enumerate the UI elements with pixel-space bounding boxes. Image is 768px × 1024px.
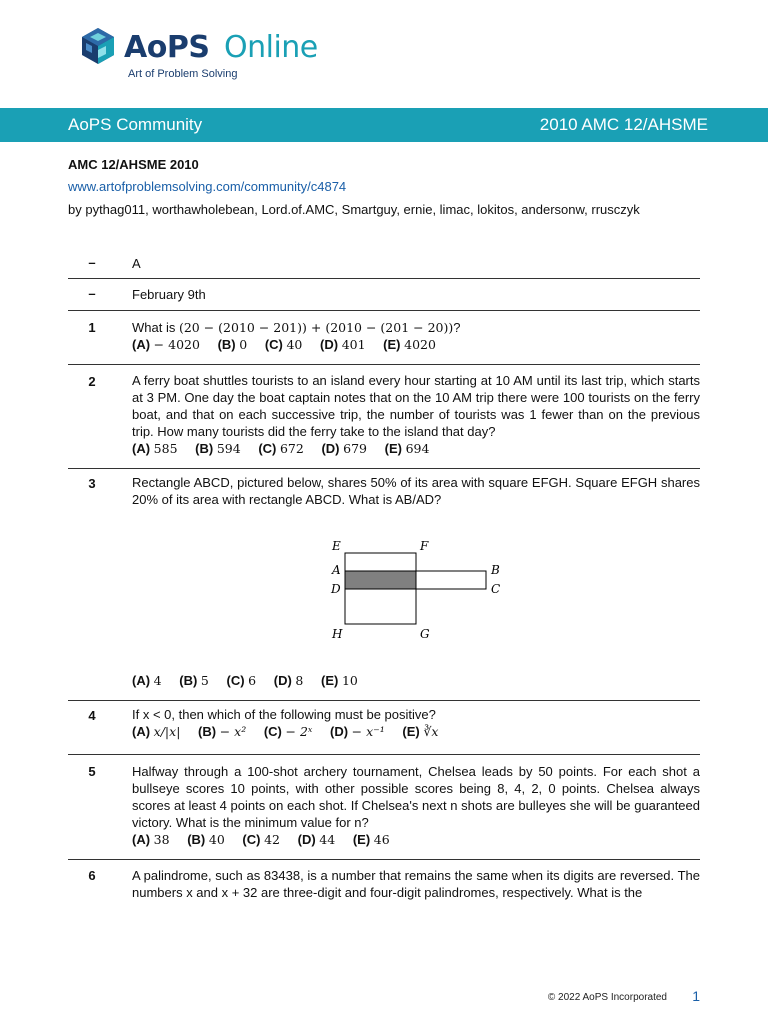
problem-text: A palindrome, such as 83438, is a number that remains the same when its digits are reversed. The numbers x and x + 32 are three-digit and four-digit palindromes, respectively. What is the [132, 868, 700, 900]
math-expression: (20 − (2010 − 201)) + (2010 − (201 − 20)) [178, 320, 454, 335]
choice-label: (D) [297, 832, 316, 847]
choice-label: (D) [273, 673, 292, 688]
choice-d [298, 831, 336, 848]
choice-value: 5 [200, 673, 209, 688]
choice-c [242, 831, 280, 848]
answer-choices [132, 672, 700, 689]
choice-value: 44 [319, 832, 336, 847]
choice-label: (E) [402, 724, 420, 739]
problem-number: 4 [88, 708, 96, 723]
problem-text: Rectangle ABCD, pictured below, shares 50% of its area with square EFGH. Square EFGH shares 20% of its area with rectangle ABCD. What is AB/AD? [132, 475, 700, 507]
choice-a [132, 723, 180, 740]
choice-a [132, 831, 170, 848]
choice-d [321, 440, 367, 457]
rectangle-abcd-right [416, 571, 486, 589]
choice-e [402, 723, 438, 740]
choice-value: 40 [208, 832, 225, 847]
choice-label: (D) [321, 441, 340, 456]
row-number: – [88, 286, 96, 301]
choice-label: (C) [258, 441, 277, 456]
row-text: A [132, 256, 141, 271]
choice-value: 4 [153, 673, 162, 688]
problem-row [68, 279, 700, 311]
choice-label: (E) [384, 441, 402, 456]
choice-label: (E) [383, 337, 401, 352]
choice-value: − 2ˣ [285, 724, 313, 739]
choice-label: (B) [179, 673, 198, 688]
choice-label: (D) [320, 337, 339, 352]
problem-number: 2 [88, 374, 96, 389]
choice-value: 6 [248, 673, 257, 688]
choice-a [132, 336, 200, 353]
label-c: C [491, 582, 501, 596]
choice-b [187, 831, 225, 848]
choice-d [320, 336, 366, 353]
header-banner [0, 108, 768, 142]
choice-value: 0 [239, 337, 248, 352]
logo-product: Online [224, 30, 318, 65]
choice-c [265, 336, 303, 353]
choice-value: 585 [153, 441, 178, 456]
authors-line: by pythag011, worthawholebean, Lord.of.AMC, Smartguy, ernie, limac, lokitos, andersonw, rrusczyk [68, 202, 640, 217]
choice-e [321, 672, 358, 689]
choice-c [258, 440, 304, 457]
problem-text [132, 372, 700, 457]
problem-statement: Halfway through a 100-shot archery tournament, Chelsea leads by 50 points. For each shot a bullseye scores 10 points, with other possible scores being 8, 4, 2, 0 points. Chelsea always scores at least 4 points on each shot. If Chelsea's next n shots are bulleyes she will be guaranteed victory. What is the minimum value for n? [132, 764, 700, 830]
problem-number: 6 [88, 868, 96, 883]
problem-number: 3 [88, 476, 96, 491]
contest-title: 2010 AMC 12/AHSME [539, 115, 708, 134]
logo-brand: AoPS [124, 30, 210, 65]
choice-label: (B) [195, 441, 214, 456]
choice-label: (B) [217, 337, 236, 352]
label-h: H [332, 627, 343, 641]
choice-a [132, 440, 178, 457]
page-number: 1 [692, 988, 700, 1004]
choice-d [274, 672, 304, 689]
label-e: E [332, 539, 341, 553]
label-f: F [420, 539, 429, 553]
problem-row [68, 755, 700, 860]
copyright-notice: © 2022 AoPS Incorporated [547, 992, 667, 1003]
problem-number: 5 [88, 764, 96, 779]
choice-e [383, 336, 436, 353]
choice-value: − x⁻¹ [351, 724, 385, 739]
choice-c [227, 672, 257, 689]
row-text: February 9th [132, 287, 206, 302]
choice-value: 8 [295, 673, 304, 688]
choice-value: 594 [216, 441, 241, 456]
label-d: D [331, 582, 341, 596]
choice-label: (E) [321, 673, 339, 688]
choice-label: (A) [132, 832, 151, 847]
choice-value: 679 [343, 441, 367, 456]
choice-e [385, 440, 430, 457]
label-b: B [491, 563, 500, 577]
choice-value: − x² [219, 724, 247, 739]
choice-label: (B) [198, 724, 217, 739]
choice-label: (C) [226, 673, 245, 688]
choice-value: 46 [373, 832, 390, 847]
choice-value: 694 [405, 441, 430, 456]
choice-value: 672 [279, 441, 304, 456]
row-number: – [88, 255, 96, 270]
problem-text [132, 319, 700, 353]
problem-row [68, 860, 700, 910]
problem-row [68, 365, 700, 469]
choice-label: (C) [263, 724, 282, 739]
problem-number: 1 [88, 320, 96, 335]
choice-b [179, 672, 209, 689]
problem-text [132, 706, 700, 740]
choice-label: (C) [242, 832, 261, 847]
choice-b [195, 440, 241, 457]
choice-value: x/|x| [153, 724, 181, 739]
community-link[interactable]: www.artofproblemsolving.com/community/c4874 [68, 179, 347, 194]
choice-value: 38 [153, 832, 170, 847]
problem-row [68, 311, 700, 365]
choice-e [353, 831, 390, 848]
label-a: A [332, 563, 341, 577]
choice-label: (A) [132, 724, 151, 739]
rectangle-square-figure [264, 536, 514, 646]
choice-value: 401 [341, 337, 366, 352]
choice-value: 42 [264, 832, 280, 847]
problem-row [68, 701, 700, 755]
community-label[interactable]: AoPS Community [68, 115, 203, 134]
choice-label: (C) [264, 337, 283, 352]
choice-value: 40 [286, 337, 303, 352]
problem-text [132, 763, 700, 848]
choice-value: − 4020 [153, 337, 200, 352]
label-g: G [420, 627, 430, 641]
document-title: AMC 12/AHSME 2010 [68, 157, 199, 172]
choice-b [218, 336, 248, 353]
choice-value: 4020 [404, 337, 436, 352]
problem-text-pre: What is [132, 320, 179, 335]
choice-c [264, 723, 313, 740]
shaded-overlap [345, 571, 416, 589]
problem-statement: If x < 0, then which of the following must be positive? [132, 707, 436, 722]
problem-row [68, 246, 700, 279]
choice-label: (E) [352, 832, 371, 847]
choice-b [198, 723, 246, 740]
choice-value: 10 [341, 673, 358, 688]
choice-label: (A) [132, 673, 151, 688]
choice-label: (D) [329, 724, 349, 739]
choice-label: (B) [187, 832, 206, 847]
choice-label: (A) [132, 441, 151, 456]
choice-a [132, 672, 162, 689]
choice-value: ∛x [423, 724, 439, 739]
problem-text-post: ? [453, 320, 461, 335]
choice-label: (A) [132, 337, 151, 352]
problem-statement: A ferry boat shuttles tourists to an island every hour starting at 10 AM until its last trip, which starts at 3 PM. One day the boat captain notes that on the 10 AM trip there were 100 tourists on the ferry boat, and that on each successive trip, the number of tourists was 1 fewer than on the previous trip. How many tourists did the ferry take to the island that day? [132, 373, 700, 439]
choice-d [330, 723, 385, 740]
cube-logo-icon [78, 26, 118, 66]
logo-tagline: Art of Problem Solving [128, 68, 238, 80]
